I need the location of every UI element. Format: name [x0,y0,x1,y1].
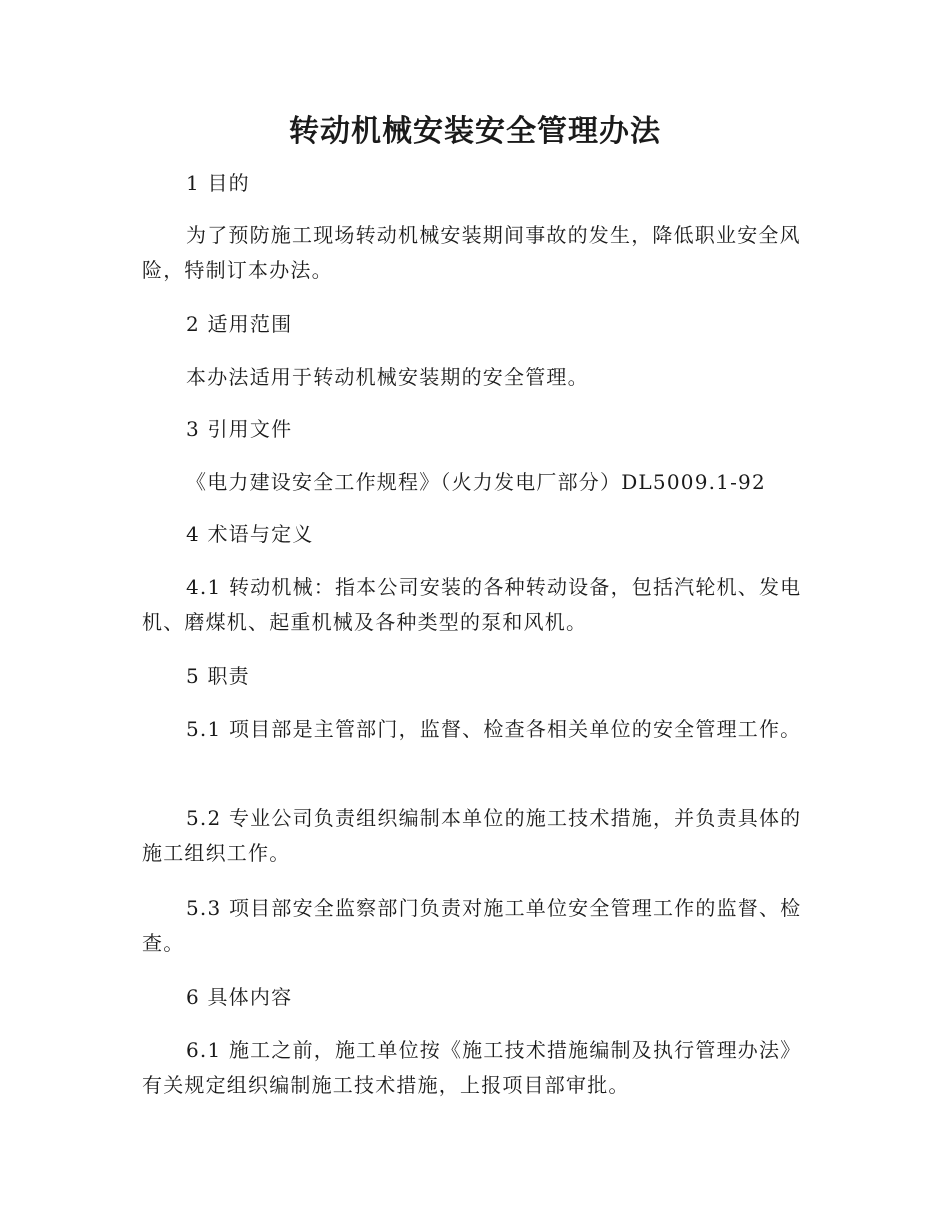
paragraph-content-6-1: 6.1 施工之前，施工单位按《施工技术措施编制及执行管理办法》有关规定组织编制施工技术措施，上报项目部审批。 [142,1038,802,1097]
section-heading-terms: 4 术语与定义 [186,522,314,546]
paragraph-duty-5-1: 5.1 项目部是主管部门，监督、检查各相关单位的安全管理工作。 [186,717,802,741]
document-title: 转动机械安装安全管理办法 [289,114,661,149]
paragraph-purpose: 为了预防施工现场转动机械安装期间事故的发生，降低职业安全风险，特制订本办法。 [142,223,801,282]
section-heading-scope: 2 适用范围 [186,312,293,336]
paragraph-term-4-1: 4.1 转动机械：指本公司安装的各种转动设备，包括汽轮机、发电机、磨煤机、起重机械及各种类型的泵和风机。 [142,575,802,634]
paragraph-duty-5-3: 5.3 项目部安全监察部门负责对施工单位安全管理工作的监督、检查。 [142,896,802,955]
paragraph-scope: 本办法适用于转动机械安装期的安全管理。 [186,365,589,389]
paragraph-duty-5-2: 5.2 专业公司负责组织编制本单位的施工技术措施，并负责具体的施工组织工作。 [142,806,802,865]
section-heading-content: 6 具体内容 [186,985,293,1009]
paragraph-references: 《电力建设安全工作规程》（火力发电厂部分）DL5009.1-92 [186,470,766,494]
section-heading-purpose: 1 目的 [186,171,250,195]
section-heading-duties: 5 职责 [186,664,250,688]
section-heading-references: 3 引用文件 [186,417,293,441]
